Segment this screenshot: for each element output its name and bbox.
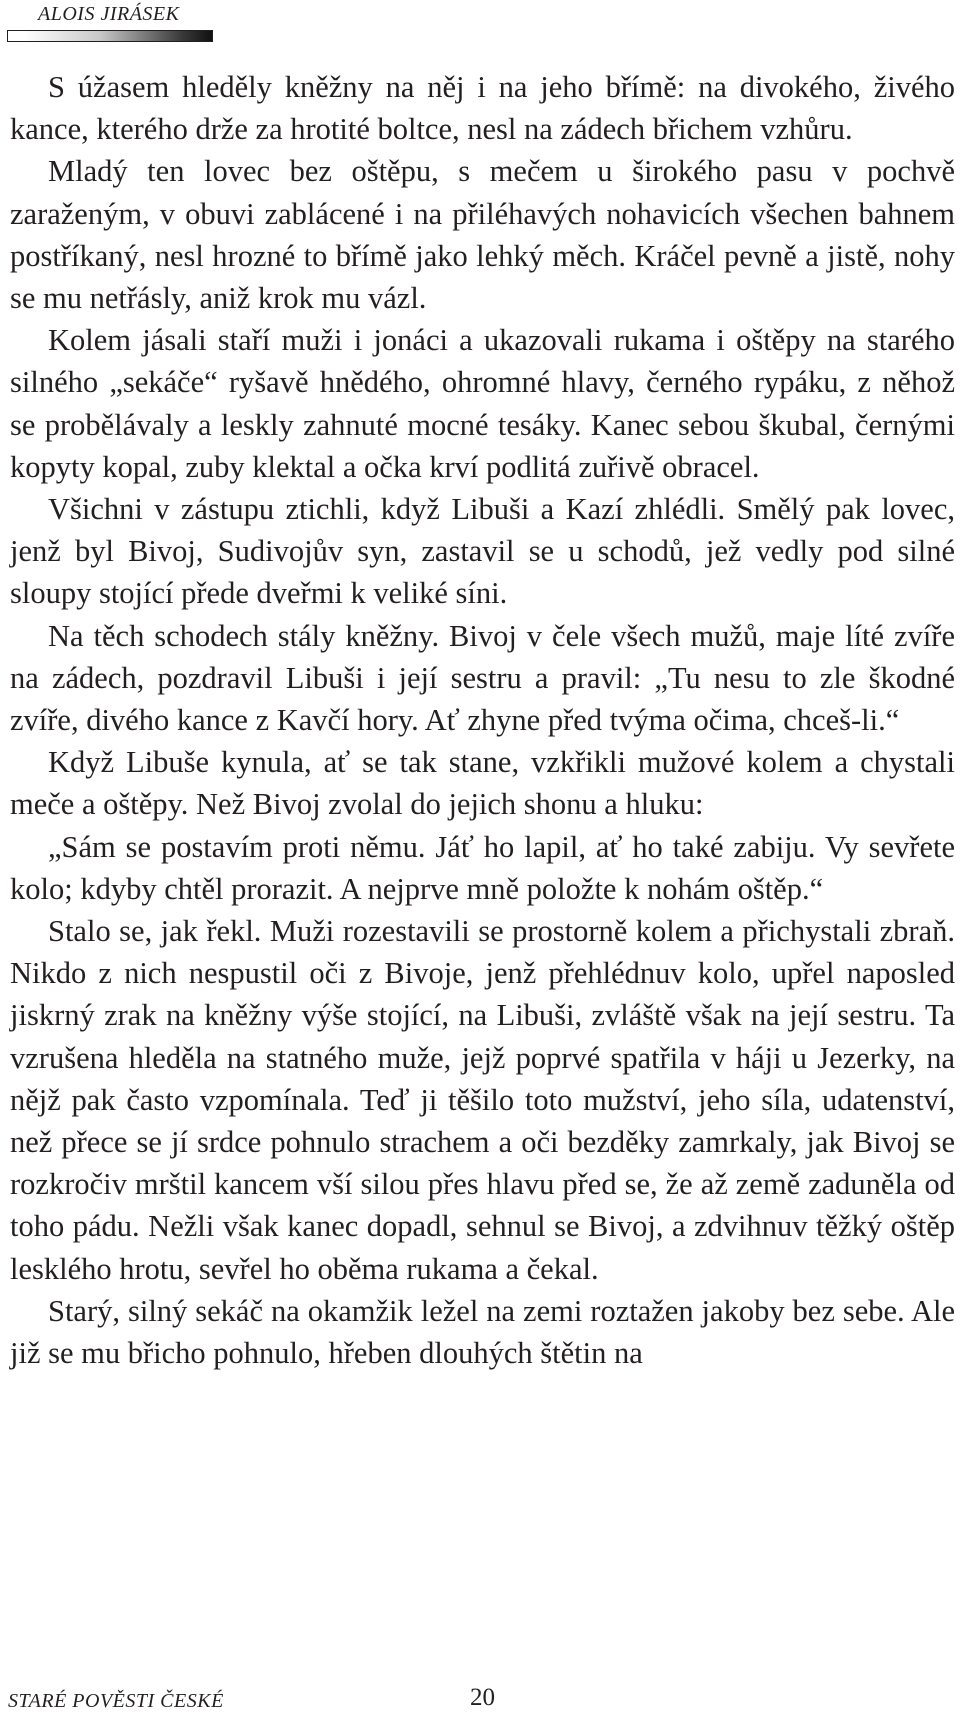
body-text: [10, 66, 955, 1374]
running-footer-book-title: STARÉ POVĚSTI ČESKÉ: [8, 1690, 224, 1712]
paragraph: Starý, silný sekáč na okamžik ležel na zemi roztažen jakoby bez sebe. Ale již se mu břicho pohnulo, hřeben dlouhých štětin na: [10, 1293, 955, 1371]
paragraph: Stalo se, jak řekl. Muži rozestavili se prostorně kolem a přichystali zbraň. Nikdo z nich nespustil oči z Bivoje, jenž přehlédnuv kolo, upřel naposled jiskrný zrak na kněžny výše stojící, na Libuši, zvláště však na její sestru. Ta vzrušena hleděla na statného muže, jejž poprvé spatřila v háji u Jezerky, na nějž pak často vzpomínala. Teď ji těšilo toto mužství, jeho síla, udatenství, než přece se jí srdce pohnulo strachem a oči bezděky zamrkaly, jak Bivoj se rozkročiv mrštil kancem vší silou přes hlavu před se, že až země zaduněla od toho pádu. Nežli však kanec dopadl, sehnul se Bivoj, a zdvihnuv těžký oštěp lesklého hrotu, sevřel ho oběma rukama a čekal.: [10, 914, 955, 1286]
running-header-author: ALOIS JIRÁSEK: [38, 3, 180, 25]
paragraph: S úžasem hleděly kněžny na něj i na jeho břímě: na divokého, živého kance, kterého drže za hrotité boltce, nesl na zádech břichem vzhůru.: [10, 70, 955, 147]
paragraph: Všichni v zástupu ztichli, když Libuši a Kazí zhlédli. Smělý pak lovec, jenž byl Bivoj, Sudivojův syn, zastavil se u schodů, jež vedly pod silné sloupy stojící přede dveřmi k veliké síni.: [10, 492, 955, 611]
paragraph: Když Libuše kynula, ať se tak stane, vzkřikli mužové kolem a chystali meče a oštěpy. Než Bivoj zvolal do jejich shonu a hluku:: [10, 745, 955, 822]
paragraph: Mladý ten lovec bez oštěpu, s mečem u širokého pasu v pochvě zaraženým, v obuvi zablácené i na přiléhavých nohavicích všechen bahnem postříkaný, nesl hrozné to břímě jako lehký měch. Kráčel pevně a jistě, nohy se mu netřásly, aniž krok mu vázl.: [10, 154, 955, 316]
page-number: 20: [470, 1684, 495, 1711]
paragraph: Kolem jásali staří muži i jonáci a ukazovali rukama i oštěpy na starého silného „sekáče“ ryšavě hnědého, ohromné hlavy, černého rypáku, z něhož se probělávaly a leskly zahnuté mocné tesáky. Kanec sebou škubal, černými kopyty kopal, zuby klektal a očka krví podlitá zuřivě obracel.: [10, 323, 955, 484]
paragraph: „Sám se postavím proti němu. Jáť ho lapil, ať ho také zabiju. Vy sevřete kolo; kdyby chtěl prorazit. A nejprve mně položte k nohám oštěp.“: [10, 829, 955, 906]
paragraph: Na těch schodech stály kněžny. Bivoj v čele všech mužů, maje líté zvíře na zádech, pozdravil Libuši i její sestru a pravil: „Tu nesu to zle škodné zvíře, divého kance z Kavčí hory. Ať zhyne před tvýma očima, chceš-li.“: [10, 618, 955, 738]
header-gradient-rule: [7, 30, 213, 42]
